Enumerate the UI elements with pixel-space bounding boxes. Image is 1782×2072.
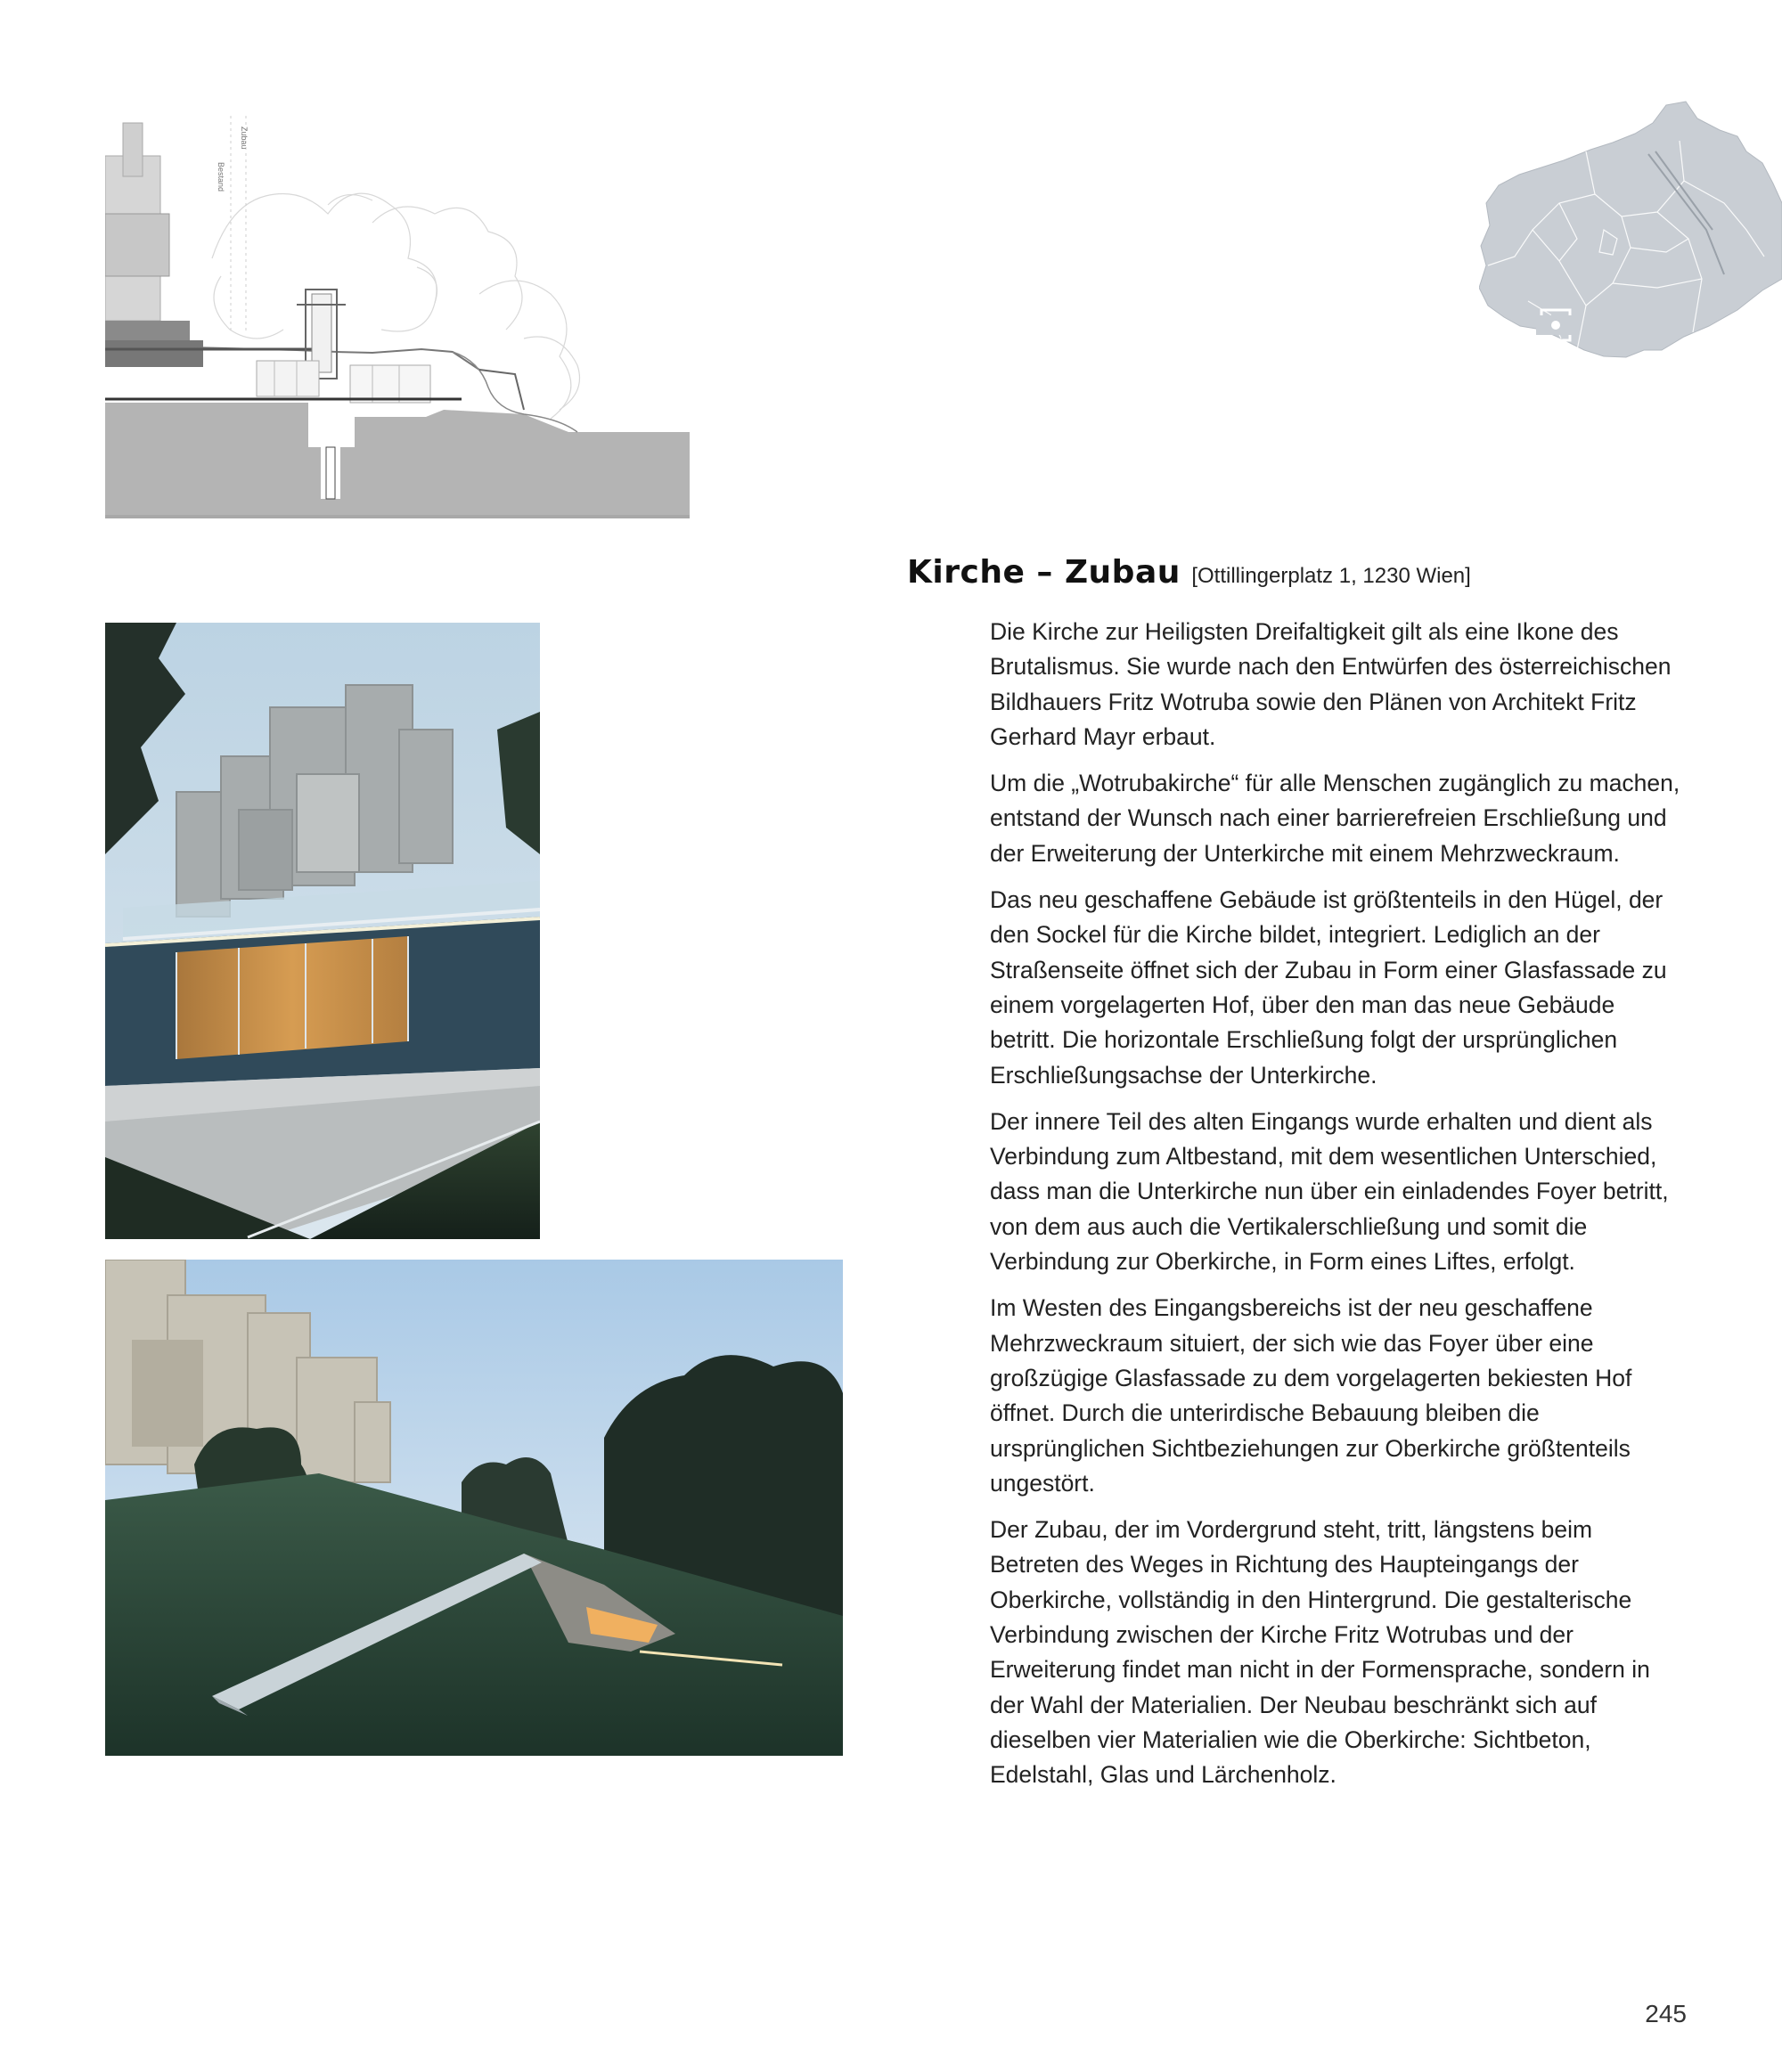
paragraph: Der innere Teil des alten Eingangs wurde erhalten und dient als Verbindung zum Altbestand, mit dem wesentlichen Unterschied, dass man die Unterkirche nun über ein einladendes Foyer betritt, von dem aus auch die Vertikalerschließung und somit die Verbindung zur Oberkirche, in Form eines Liftes, erfolgt. <box>990 1107 1669 1276</box>
church-silhouette <box>105 123 203 367</box>
ground-mass <box>105 403 690 518</box>
vienna-district-map <box>1479 96 1782 363</box>
paragraph: Um die „Wotrubakirche“ für alle Menschen zugänglich zu machen, entstand der Wunsch nach einer barrierefreien Erschließung und der Erweiterung der Unterkirche mit einem Mehrzweckraum. <box>990 770 1680 867</box>
label-zubau: Zubau <box>240 126 249 150</box>
photo-church-slope-landscape <box>105 1260 843 1756</box>
article-address: [Ottillingerplatz 1, 1230 Wien] <box>1191 564 1471 588</box>
article-body <box>990 615 1685 1805</box>
photo-top-svg <box>105 623 540 1239</box>
vienna-outline <box>1479 102 1782 357</box>
district-map-svg <box>1479 96 1782 363</box>
section-drawing <box>105 116 690 518</box>
photo-bottom-svg <box>105 1260 843 1756</box>
article-title: Kirche – Zubau <box>907 554 1181 591</box>
paragraph: Das neu geschaffene Gebäude ist größtenteils in den Hügel, der den Sockel für die Kirche bildet, integriert. Lediglich an der Straßenseite öffnet sich der Zubau in Form einer Glasfassade zu einem vorgelagerten Hof, über den man das neue Gebäude betritt. Die horizontale Erschließung folgt der ursprünglichen Erschließungsachse der Unterkirche. <box>990 886 1667 1089</box>
photo-church-extension-portrait <box>105 623 540 1239</box>
article-heading <box>907 554 1762 591</box>
page-number: 245 <box>1645 2000 1687 2027</box>
paragraph: Im Westen des Eingangsbereichs ist der neu geschaffene Mehrzweckraum situiert, der sich wie das Foyer über eine großzügige Glasfassade zu dem vorgelagerten bekiesten Hof öffnet. Durch die unterirdische Bebauung bleiben die ursprünglichen Sichtbeziehungen zur Oberkirche größtenteils ungestört. <box>990 1294 1632 1497</box>
section-drawing-svg <box>105 116 690 518</box>
paragraph: Der Zubau, der im Vordergrund steht, tritt, längstens beim Betreten des Weges in Richtung des Haupteingangs der Oberkirche, vollständig in den Hintergrund. Die gestalterische Verbindung zwischen der Kirche Fritz Wotrubas und der Erweiterung findet man nicht in der Formensprache, sondern in der Wahl der Materialien. Der Neubau beschränkt sich auf dieselben vier Materialien wie die Oberkirche: Sichtbeton, Edelstahl, Glas und Lärchenholz. <box>990 1516 1650 1789</box>
paragraph: Die Kirche zur Heiligsten Dreifaltigkeit gilt als eine Ikone des Brutalismus. Sie wurde nach den Entwürfen des österreichischen Bildhauers Fritz Wotruba sowie den Plänen von Architekt Fritz Gerhard Mayr erbaut. <box>990 618 1672 750</box>
label-bestand: Bestand <box>217 162 225 192</box>
